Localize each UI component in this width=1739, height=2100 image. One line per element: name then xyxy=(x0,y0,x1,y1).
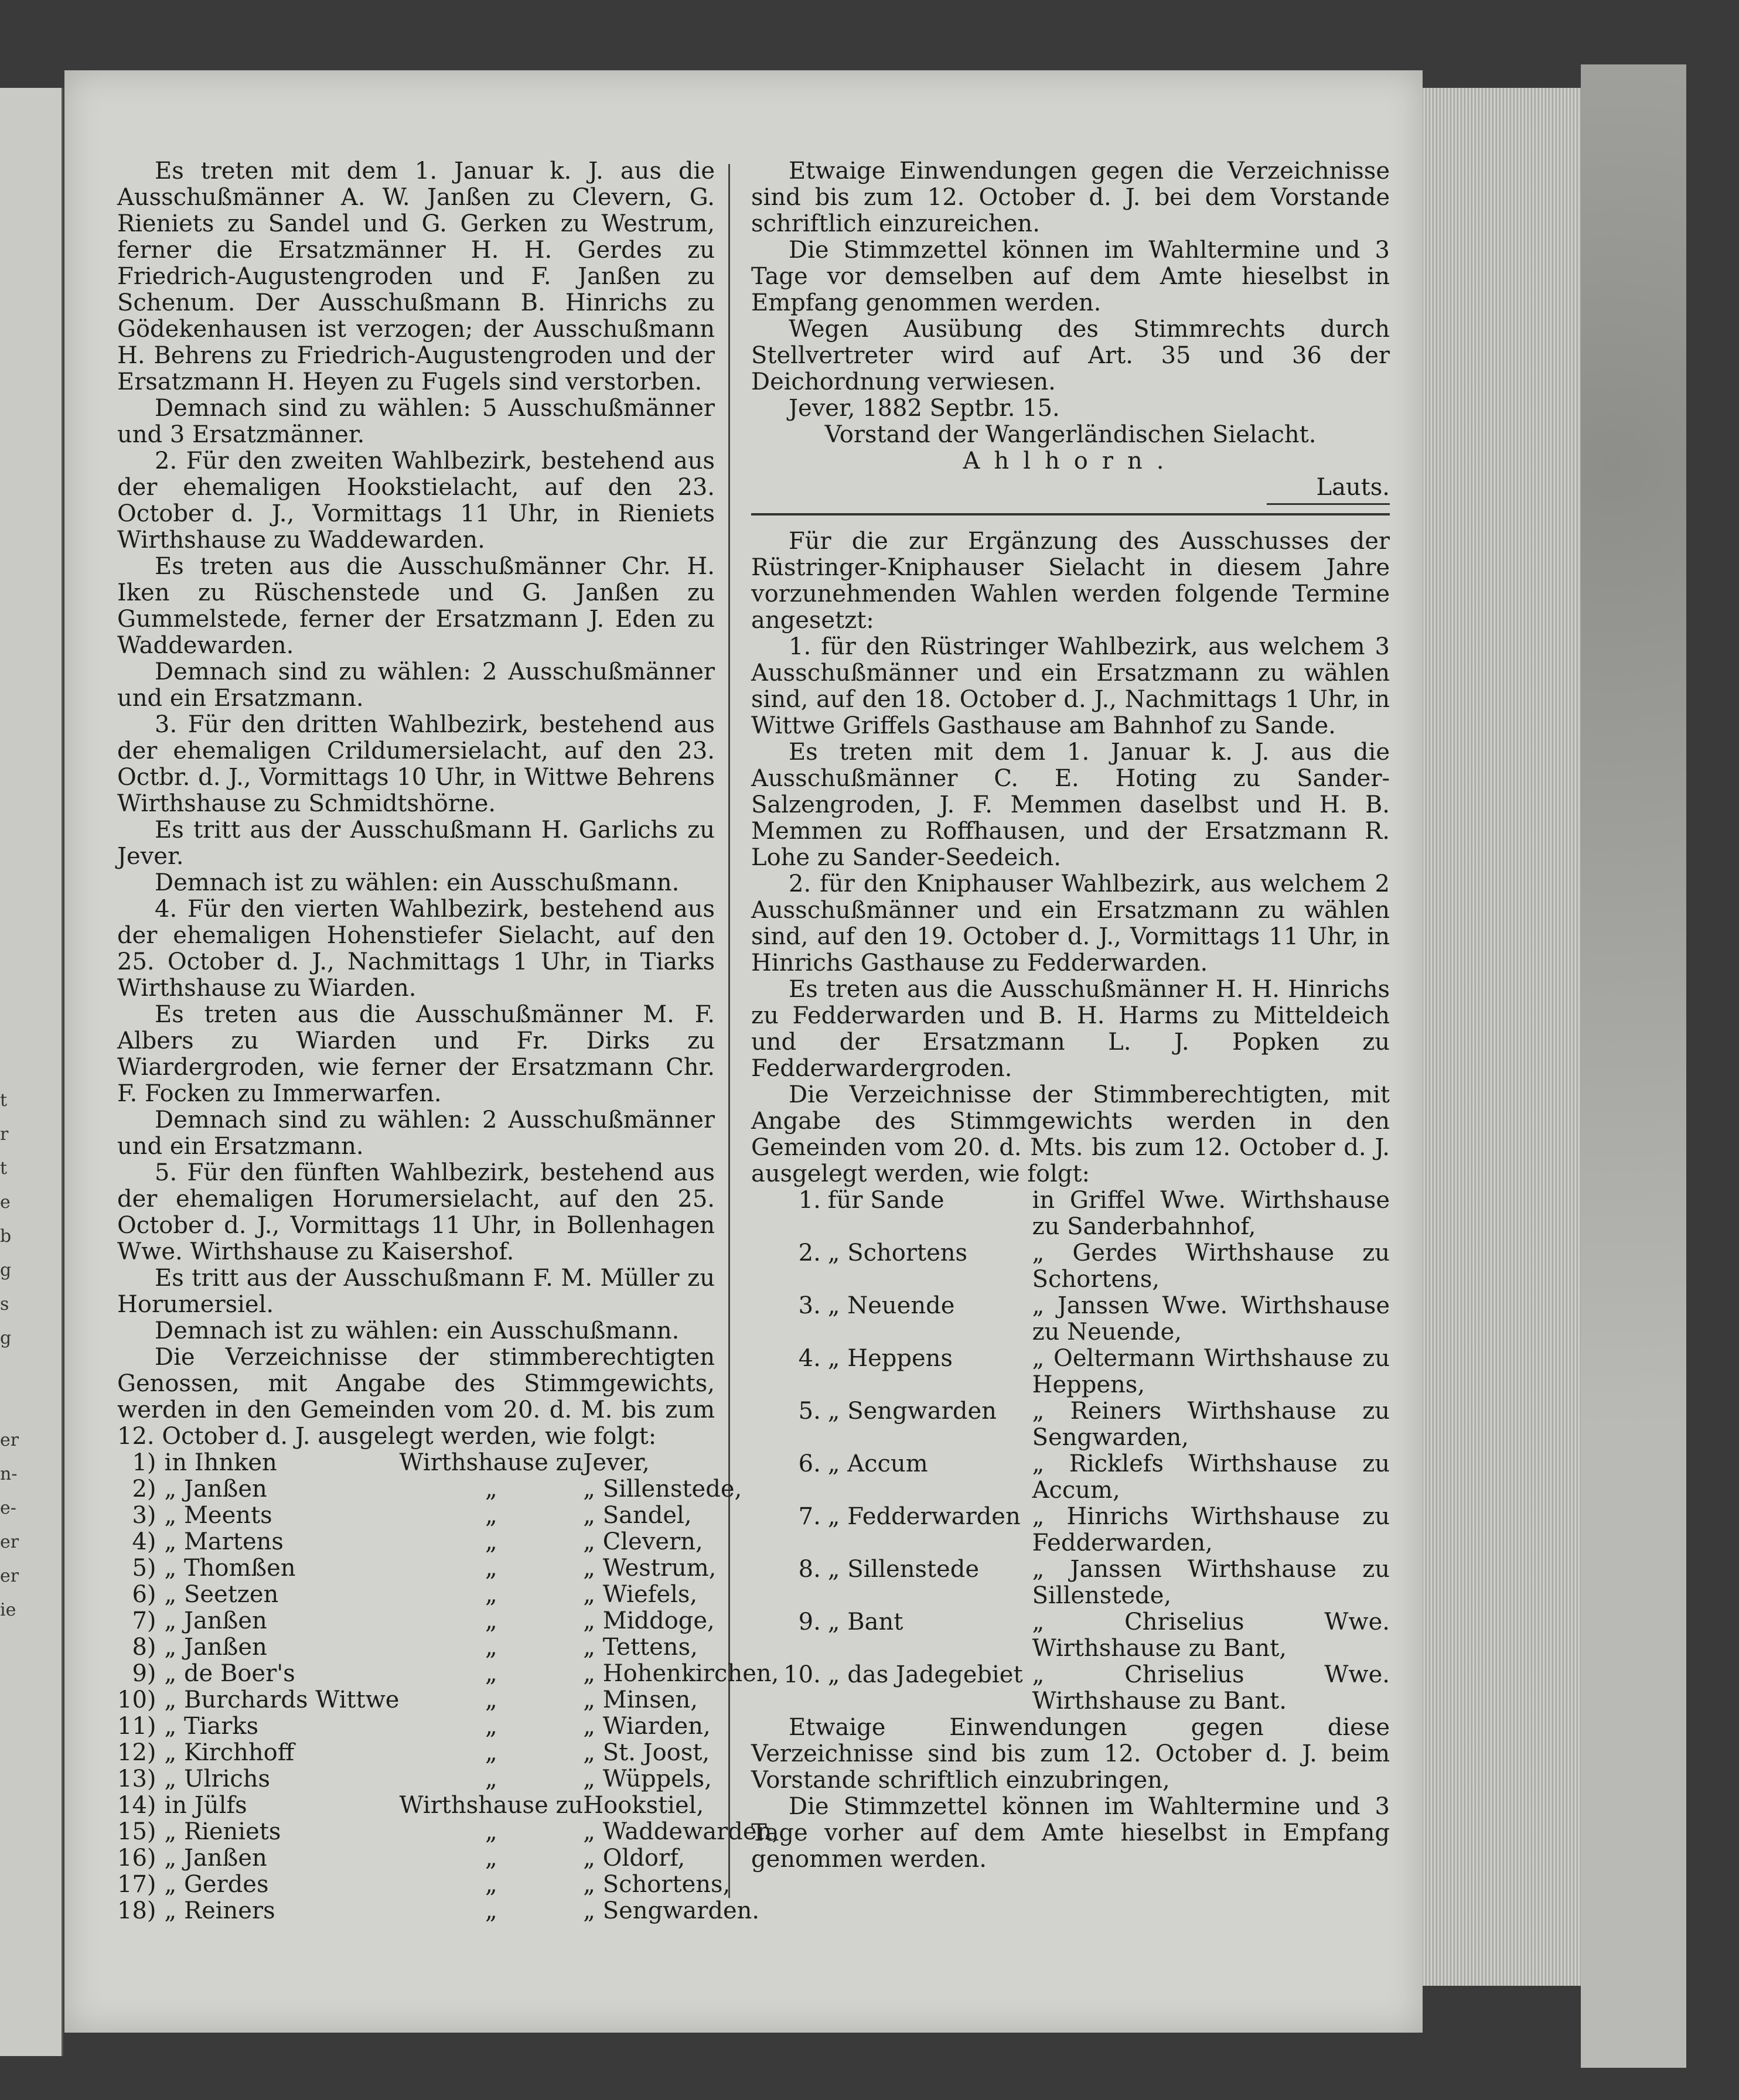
list-place: „ Wiarden, xyxy=(583,1713,711,1740)
list-mid: „ xyxy=(485,1555,497,1582)
list-name: „ Schortens xyxy=(827,1239,968,1266)
list-name: „ Bant xyxy=(827,1609,903,1635)
list-row xyxy=(751,1240,1390,1293)
list-place: „ Wiefels, xyxy=(583,1581,698,1608)
edge-fragment: e xyxy=(0,1192,11,1213)
list-name: „ Reiners xyxy=(164,1897,275,1924)
list-num: 15) xyxy=(117,1818,156,1845)
list-mid: „ xyxy=(485,1739,497,1766)
paragraph: Es tritt aus der Ausschußmann H. Garlichs zu Jever. xyxy=(117,817,715,870)
left-edge-fragments xyxy=(0,1084,23,1627)
list-name: für Sande xyxy=(827,1187,944,1214)
list-mid: „ xyxy=(485,1897,497,1924)
paragraph: Wegen Ausübung des Stimmrechts durch Stellvertreter wird auf Art. 35 und 36 der Deichordnung verwiesen. xyxy=(751,316,1390,395)
list-num: 11) xyxy=(117,1713,156,1740)
list-mid: „ xyxy=(485,1818,497,1845)
edge-fragment: t xyxy=(0,1158,8,1179)
list-row xyxy=(751,1451,1390,1504)
paragraph: 3. Für den dritten Wahlbezirk, bestehend aus der ehemaligen Crildumersielacht, auf den 23. Octbr. d. J., Vormittags 10 Uhr, in Wittwe Behrens Wirthshause zu Schmidtshörne. xyxy=(117,711,715,817)
list-num: 4) xyxy=(132,1528,156,1555)
list-name: „ Rieniets xyxy=(164,1818,281,1845)
list-row xyxy=(117,1713,779,1740)
list-row xyxy=(751,1556,1390,1609)
left-page-edge xyxy=(0,88,63,2056)
list-name: „ Fedderwarden xyxy=(827,1503,1021,1530)
list-num: 5) xyxy=(132,1555,156,1582)
list-house: „ Janssen Wwe. Wirthshause zu Neuende, xyxy=(1032,1292,1390,1346)
list-row xyxy=(117,1529,779,1555)
list-name: „ Martens xyxy=(164,1528,284,1555)
list-name: „ Meents xyxy=(164,1502,272,1529)
list-house: „ Ricklefs Wirthshause zu Accum, xyxy=(1032,1450,1390,1504)
list-place: „ Wüppels, xyxy=(583,1766,712,1792)
list-row xyxy=(751,1346,1390,1398)
list-name: „ Heppens xyxy=(827,1345,953,1372)
list-num: 4. xyxy=(798,1345,821,1372)
list-place: „ St. Joost, xyxy=(583,1739,710,1766)
list-house: „ Gerdes Wirthshause zu Schortens, xyxy=(1032,1239,1390,1293)
list-name: „ Janßen xyxy=(164,1476,267,1503)
list-name: „ das Jadegebiet xyxy=(827,1661,1023,1688)
list-place: „ Westrum, xyxy=(583,1555,717,1582)
list-row xyxy=(751,1609,1390,1662)
list-mid: „ xyxy=(485,1871,497,1898)
right-paragraphs-end xyxy=(751,1715,1390,1873)
paragraph: Demnach sind zu wählen: 2 Ausschußmänner und ein Ersatzmann. xyxy=(117,658,715,712)
list-place: „ Sillenstede, xyxy=(583,1476,742,1503)
list-name: „ Gerdes xyxy=(164,1871,269,1898)
paragraph: Für die zur Ergänzung des Ausschusses der Rüstringer-Kniphauser Sielacht in diesem Jahre vorzunehmenden Wahlen werden folgende Termine angesetzt: xyxy=(751,528,1390,634)
paragraph: Demnach sind zu wählen: 2 Ausschußmänner und ein Ersatzmann. xyxy=(117,1107,715,1160)
signature-rule xyxy=(1267,503,1390,505)
edge-fragment: n- xyxy=(0,1464,18,1484)
list-name: „ Janßen xyxy=(164,1845,267,1872)
right-paragraphs-second xyxy=(751,528,1390,1187)
paragraph: 5. Für den fünften Wahlbezirk, bestehend aus der ehemaligen Horumersielacht, auf den 25. October d. J., Vormittags 11 Uhr, in Bollenhagen Wwe. Wirthshause zu Kaisershof. xyxy=(117,1159,715,1265)
paragraph: Es treten mit dem 1. Januar k. J. aus die Ausschußmänner C. E. Hoting zu Sander-Salzengroden, J. F. Memmen daselbst und H. B. Memmen zu Roffhausen, und der Ersatzmann R. Lohe zu Sander-Seedeich. xyxy=(751,739,1390,871)
edge-fragment: er xyxy=(0,1532,19,1552)
list-row xyxy=(117,1792,779,1819)
list-name: „ Accum xyxy=(827,1450,928,1477)
paragraph: 2. Für den zweiten Wahlbezirk, bestehend aus der ehemaligen Hookstielacht, auf den 23. October d. J., Vormittags 11 Uhr, in Rieniets Wirthshause zu Waddewarden. xyxy=(117,448,715,554)
list-mid: „ xyxy=(485,1476,497,1503)
list-place: „ Schortens, xyxy=(583,1871,731,1898)
list-name: in Jülfs xyxy=(164,1792,247,1819)
list-row xyxy=(117,1819,779,1845)
list-name: „ Burchards Wittwe xyxy=(164,1686,400,1713)
paragraph: Etwaige Einwendungen gegen diese Verzeichnisse sind bis zum 12. October d. J. beim Vorstande schriftlich einzubringen, xyxy=(751,1714,1390,1794)
list-num: 2. xyxy=(798,1239,821,1266)
list-num: 7. xyxy=(798,1503,821,1530)
paragraph: Es treten aus die Ausschußmänner Chr. H. Iken zu Rüschenstede und G. Janßen zu Gummelstede, ferner der Ersatzmann J. Eden zu Waddewarden. xyxy=(117,553,715,659)
list-num: 10. xyxy=(783,1661,821,1688)
right-paragraphs xyxy=(751,158,1390,395)
list-num: 16) xyxy=(117,1845,156,1872)
list-num: 12) xyxy=(117,1739,156,1766)
list-num: 1) xyxy=(132,1449,156,1476)
edge-fragment: g xyxy=(0,1260,12,1281)
list-row xyxy=(117,1872,779,1898)
book-cover xyxy=(1581,64,1686,2068)
paragraph: Es tritt aus der Ausschußmann F. M. Müller zu Horumersiel. xyxy=(117,1265,715,1318)
left-paragraphs xyxy=(117,158,715,1450)
list-name: „ Thomßen xyxy=(164,1555,296,1582)
list-name: „ Seetzen xyxy=(164,1581,279,1608)
edge-fragment: g xyxy=(0,1328,12,1348)
section-rule xyxy=(751,513,1390,515)
list-row xyxy=(117,1582,779,1608)
signer: Ahlhorn. xyxy=(963,448,1178,474)
paragraph: Es treten aus die Ausschußmänner H. H. Hinrichs zu Fedderwarden und B. H. Harms zu Mitteldeich und der Ersatzmann L. J. Popken zu Fedderwardergroden. xyxy=(751,976,1390,1082)
list-mid: „ xyxy=(485,1581,497,1608)
list-num: 6. xyxy=(798,1450,821,1477)
edge-fragment: r xyxy=(0,1124,9,1145)
paragraph: Die Verzeichnisse der stimmberechtigten Genossen, mit Angabe des Stimmgewichts, werden in den Gemeinden vom 20. d. M. bis zum 12. October d. J. ausgelegt werden, wie folgt: xyxy=(117,1344,715,1450)
list-row xyxy=(117,1450,779,1476)
list-name: „ Sengwarden xyxy=(827,1398,997,1425)
right-column xyxy=(751,158,1390,1873)
list-name: „ Kirchhoff xyxy=(164,1739,295,1766)
list-place: „ Clevern, xyxy=(583,1528,703,1555)
list-row xyxy=(117,1661,779,1687)
left-list xyxy=(117,1450,779,1924)
list-num: 14) xyxy=(117,1792,156,1819)
list-mid: „ xyxy=(485,1766,497,1792)
list-row xyxy=(117,1608,779,1634)
list-row xyxy=(117,1766,779,1792)
list-place: „ Hohenkirchen, xyxy=(583,1660,779,1687)
list-mid: „ xyxy=(485,1528,497,1555)
list-row xyxy=(751,1398,1390,1451)
list-num: 3. xyxy=(798,1292,821,1319)
list-row xyxy=(117,1740,779,1766)
list-place: „ Middoge, xyxy=(583,1607,715,1634)
list-num: 5. xyxy=(798,1398,821,1425)
list-num: 3) xyxy=(132,1502,156,1529)
list-mid: „ xyxy=(485,1660,497,1687)
list-place: Hookstiel, xyxy=(583,1792,704,1819)
list-place: „ Sandel, xyxy=(583,1502,692,1529)
list-name: „ Sillenstede xyxy=(827,1556,979,1583)
paragraph: Es treten mit dem 1. Januar k. J. aus die Ausschußmänner A. W. Janßen zu Clevern, G. Rieniets zu Sandel und G. Gerken zu Westrum, ferner die Ersatzmänner H. H. Gerdes zu Friedrich-Augustengroden und F. Janßen zu Schenum. Der Ausschußmann B. Hinrichs zu Gödekenhausen ist verzogen; der Ausschußmann H. Behrens zu Friedrich-Augustengroden und der Ersatzmann H. Heyen zu Fugels sind verstorben. xyxy=(117,158,715,395)
list-mid: „ xyxy=(485,1713,497,1740)
list-mid: Wirthshause zu xyxy=(399,1449,584,1476)
list-num: 10) xyxy=(117,1686,156,1713)
list-mid: „ xyxy=(485,1502,497,1529)
edge-fragment: e- xyxy=(0,1498,16,1518)
paragraph: Es treten aus die Ausschußmänner M. F. Albers zu Wiarden und Fr. Dirks zu Wiardergroden, wie ferner der Ersatzmann Chr. F. Focken zu Immerwarfen. xyxy=(117,1001,715,1107)
paragraph: 2. für den Kniphauser Wahlbezirk, aus welchem 2 Ausschußmänner und ein Ersatzmann zu wählen sind, auf den 19. October d. J., Vormittags 11 Uhr, in Hinrichs Gasthause zu Fedderwarden. xyxy=(751,870,1390,976)
list-house: in Griffel Wwe. Wirthshause zu Sanderbahnhof, xyxy=(1032,1187,1390,1240)
document-page xyxy=(64,70,1423,2033)
list-row xyxy=(117,1503,779,1529)
list-name: „ Janßen xyxy=(164,1634,267,1661)
paragraph: Die Stimmzettel können im Wahltermine und 3 Tage vor demselben auf dem Amte hieselbst in Empfang genommen werden. xyxy=(751,237,1390,316)
list-num: 1. xyxy=(798,1187,821,1214)
edge-fragment xyxy=(0,1389,23,1423)
edge-fragment: er xyxy=(0,1430,19,1450)
list-row xyxy=(751,1293,1390,1346)
list-row xyxy=(117,1845,779,1872)
list-num: 8. xyxy=(798,1556,821,1583)
edge-fragment xyxy=(0,1355,23,1389)
list-num: 17) xyxy=(117,1871,156,1898)
edge-fragment: b xyxy=(0,1226,12,1247)
list-name: in Ihnken xyxy=(164,1449,277,1476)
paragraph: Demnach ist zu wählen: ein Ausschußmann. xyxy=(155,869,680,896)
list-num: 6) xyxy=(132,1581,156,1608)
list-row xyxy=(117,1687,779,1713)
list-num: 13) xyxy=(117,1766,156,1792)
edge-fragment: t xyxy=(0,1090,8,1111)
list-row xyxy=(751,1504,1390,1556)
list-mid: Wirthshause zu xyxy=(399,1792,584,1819)
edge-fragment: ie xyxy=(0,1600,16,1620)
list-num: 9. xyxy=(798,1609,821,1635)
list-num: 9) xyxy=(132,1660,156,1687)
list-mid: „ xyxy=(485,1686,497,1713)
paragraph: Demnach ist zu wählen: ein Ausschußmann. xyxy=(155,1317,680,1344)
list-row xyxy=(751,1662,1390,1715)
clerk: Lauts. xyxy=(1316,474,1390,501)
list-name: „ Neuende xyxy=(827,1292,955,1319)
list-name: „ Tiarks xyxy=(164,1713,259,1740)
list-num: 2) xyxy=(132,1476,156,1503)
list-place: „ Sengwarden. xyxy=(583,1897,760,1924)
list-num: 7) xyxy=(132,1607,156,1634)
list-place: „ Oldorf, xyxy=(583,1845,686,1872)
list-place: „ Minsen, xyxy=(583,1686,698,1713)
list-mid: „ xyxy=(485,1845,497,1872)
list-house: „ Chriselius Wwe. Wirthshause zu Bant, xyxy=(1032,1609,1390,1662)
list-num: 8) xyxy=(132,1634,156,1661)
list-house: „ Janssen Wirthshause zu Sillenstede, xyxy=(1032,1556,1390,1609)
list-row xyxy=(117,1476,779,1503)
paragraph: 4. Für den vierten Wahlbezirk, bestehend aus der ehemaligen Hohenstiefer Sielacht, auf den 25. October d. J., Nachmittags 1 Uhr, in Tiarks Wirthshause zu Wiarden. xyxy=(117,896,715,1002)
dateline: Jever, 1882 Septbr. 15. xyxy=(789,395,1060,422)
list-mid: „ xyxy=(485,1607,497,1634)
left-column xyxy=(117,158,780,1924)
paragraph: Etwaige Einwendungen gegen die Verzeichnisse sind bis zum 12. October d. J. bei dem Vorstande schriftlich einzureichen. xyxy=(751,158,1390,237)
list-name: „ Janßen xyxy=(164,1607,267,1634)
board-name: Vorstand der Wangerländischen Sielacht. xyxy=(824,421,1317,448)
edge-fragment: s xyxy=(0,1294,9,1314)
paragraph: Die Verzeichnisse der Stimmberechtigten, mit Angabe des Stimmgewichts werden in den Gemeinden vom 20. d. Mts. bis zum 12. October d. J. ausgelegt werden, wie folgt: xyxy=(751,1081,1390,1187)
list-name: „ Ulrichs xyxy=(164,1766,271,1792)
list-row xyxy=(117,1634,779,1661)
list-house: „ Hinrichs Wirthshause zu Fedderwarden, xyxy=(1032,1503,1390,1556)
list-place: Jever, xyxy=(583,1449,650,1476)
paragraph: Die Stimmzettel können im Wahltermine und 3 Tage vorher auf dem Amte hieselbst in Empfang genommen werden. xyxy=(751,1793,1390,1873)
list-place: „ Waddewarden, xyxy=(583,1818,780,1845)
list-row xyxy=(751,1187,1390,1240)
list-mid: „ xyxy=(485,1634,497,1661)
list-row xyxy=(117,1898,779,1924)
list-name: „ de Boer's xyxy=(164,1660,295,1687)
edge-fragment: er xyxy=(0,1566,19,1586)
paragraph: 1. für den Rüstringer Wahlbezirk, aus welchem 3 Ausschußmänner und ein Ersatzmann zu wählen sind, auf den 18. October d. J., Nachmittags 1 Uhr, in Wittwe Griffels Gasthause am Bahnhof zu Sande. xyxy=(751,633,1390,739)
list-num: 18) xyxy=(117,1897,156,1924)
right-list xyxy=(751,1187,1390,1715)
paragraph: Demnach sind zu wählen: 5 Ausschußmänner und 3 Ersatzmänner. xyxy=(117,395,715,448)
page-stack xyxy=(1423,88,1581,1986)
list-place: „ Tettens, xyxy=(583,1634,698,1661)
list-row xyxy=(117,1555,779,1582)
list-house: „ Chriselius Wwe. Wirthshause zu Bant. xyxy=(1032,1661,1390,1715)
list-house: „ Oeltermann Wirthshause zu Heppens, xyxy=(1032,1345,1390,1398)
list-house: „ Reiners Wirthshause zu Sengwarden, xyxy=(1032,1398,1390,1451)
